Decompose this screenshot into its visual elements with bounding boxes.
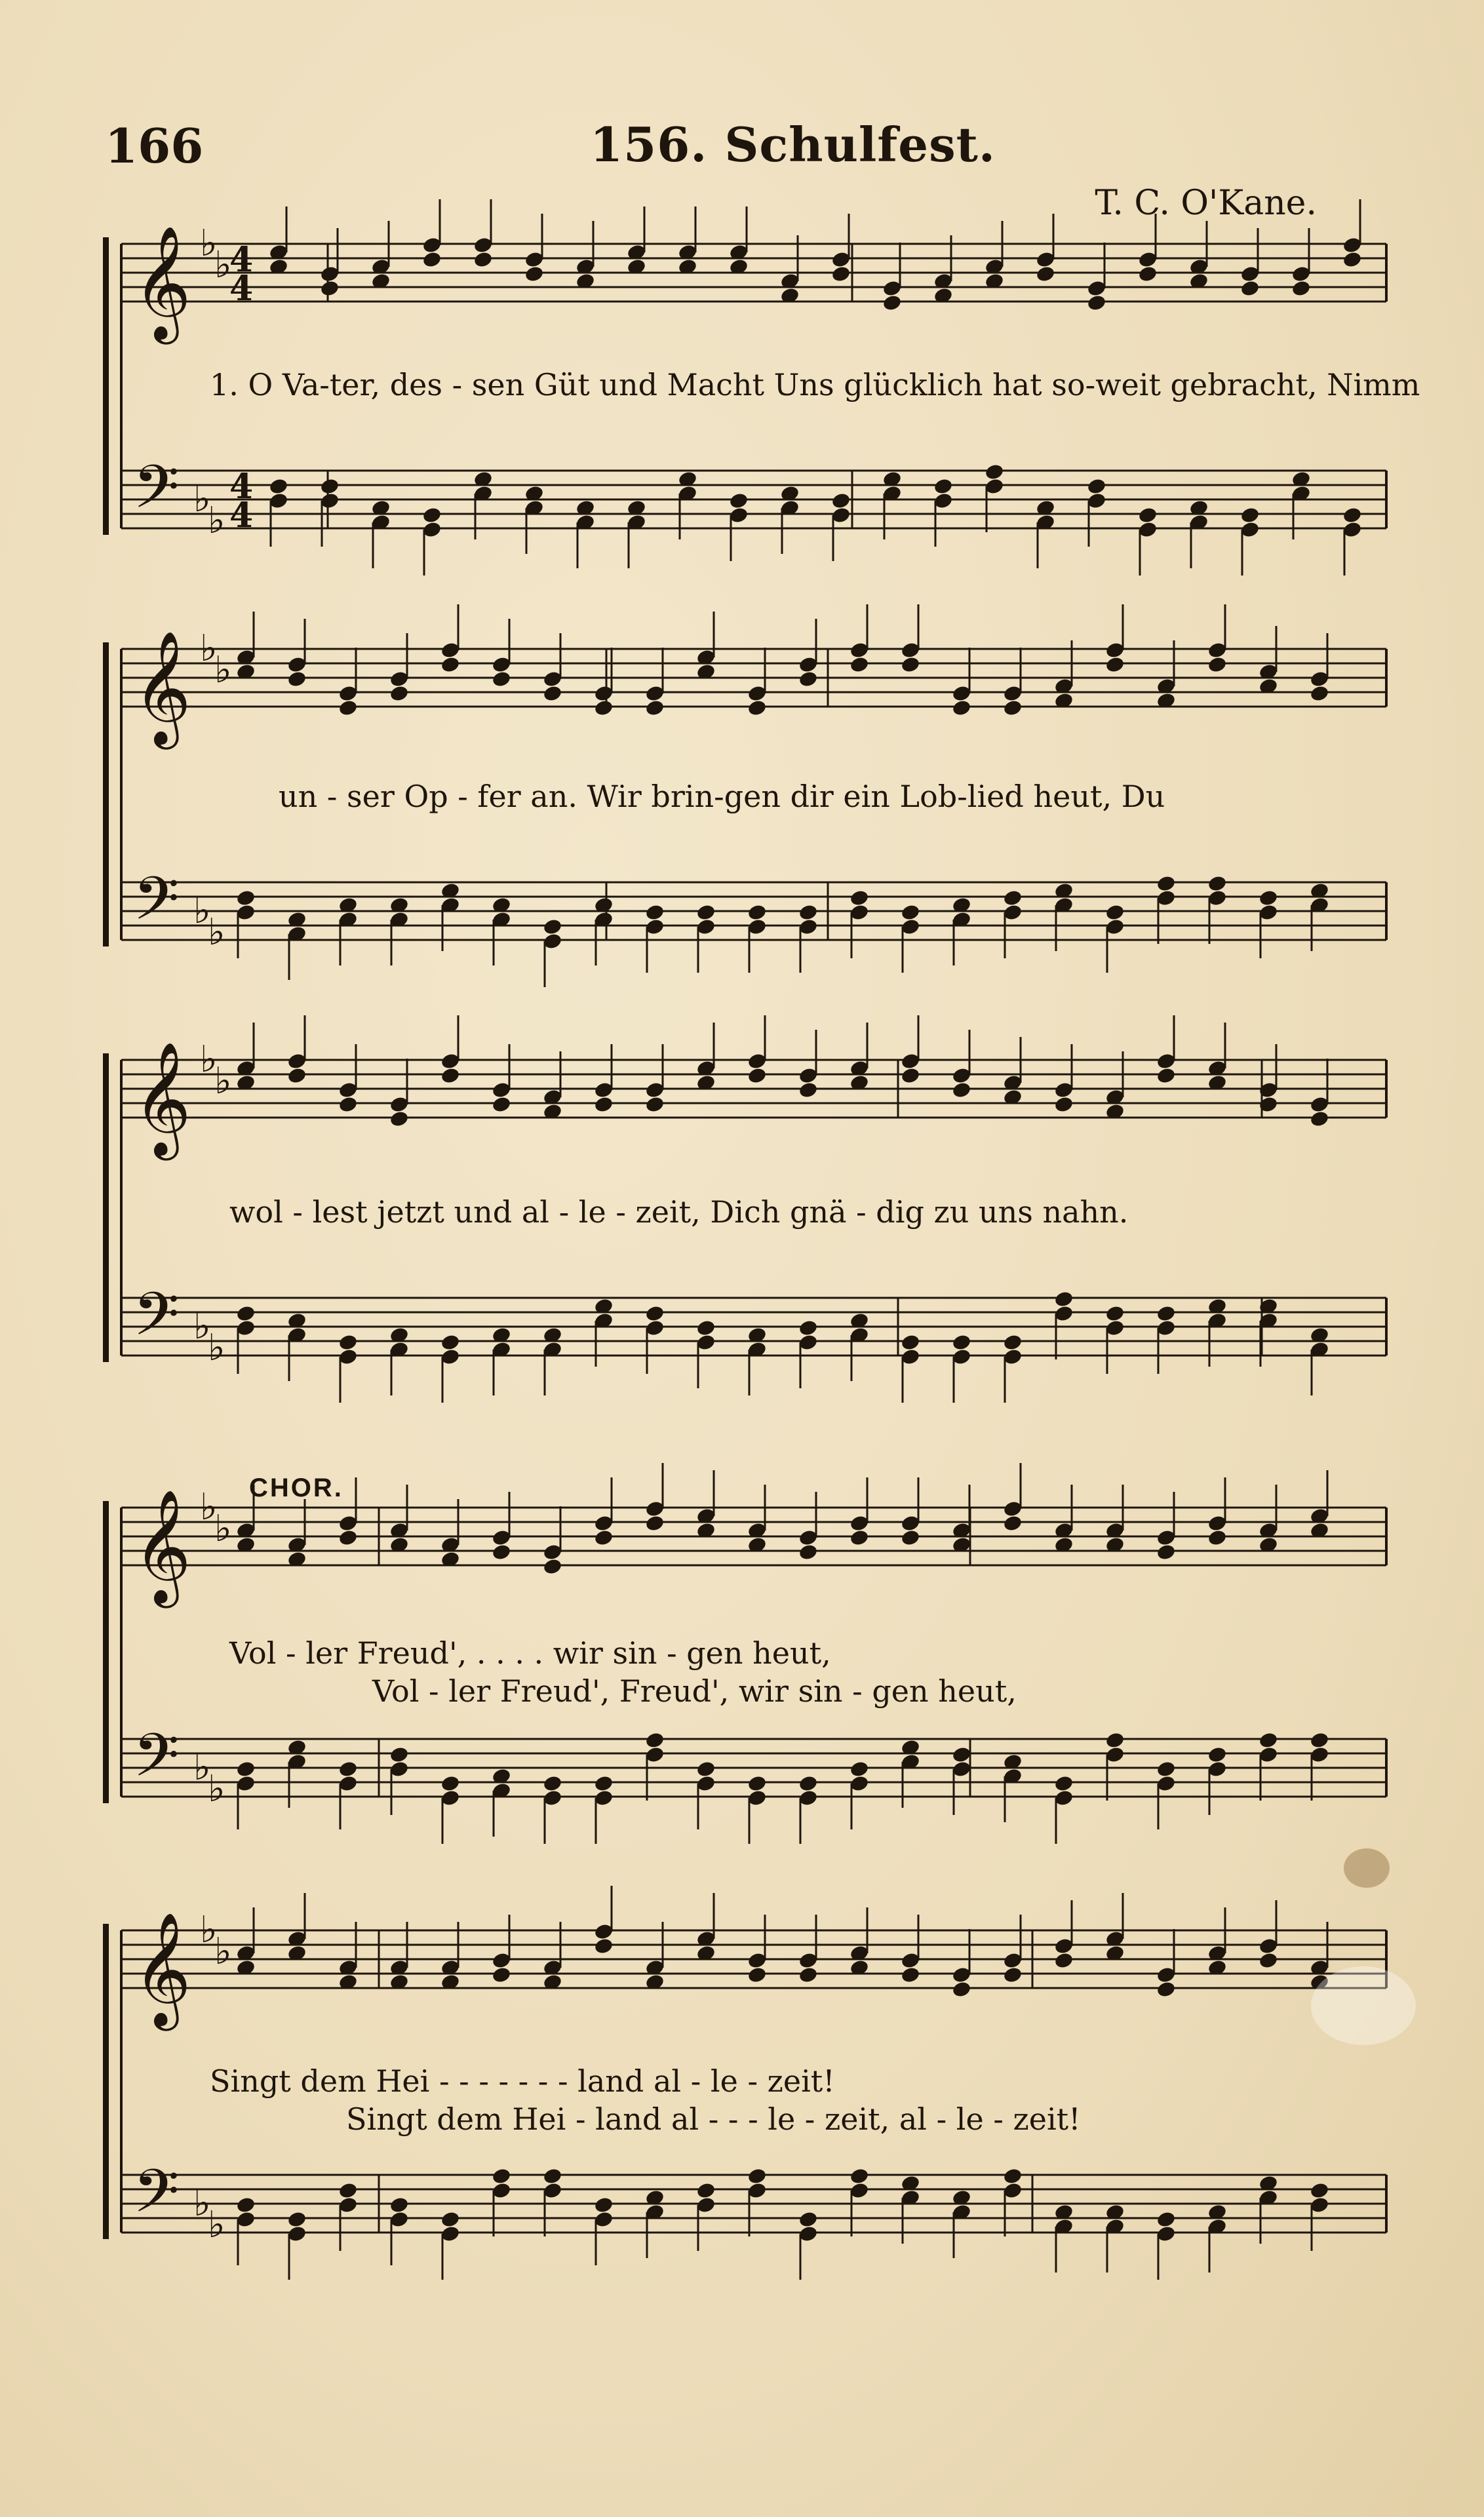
note-head (644, 903, 665, 922)
flat-sign: ♭ (200, 627, 218, 670)
note-head (440, 655, 460, 674)
note-head (1156, 1760, 1176, 1778)
note-head (338, 2181, 358, 2200)
note-head (389, 2196, 409, 2214)
note-head (542, 2167, 562, 2185)
note-head (542, 1774, 562, 1793)
note-head (1258, 1951, 1278, 1970)
note-head (951, 1746, 971, 1764)
note-head (338, 1095, 358, 1114)
bass-clef: 𝄢 (133, 864, 180, 948)
note-head (984, 463, 1004, 481)
note-head (338, 1333, 358, 1352)
note-head (1156, 2210, 1176, 2229)
note-head (491, 1543, 511, 1561)
note-head (1137, 506, 1158, 524)
note-head (1309, 684, 1329, 703)
note-head (1104, 655, 1125, 674)
note-head (286, 670, 307, 688)
note-head (882, 294, 902, 312)
time-signature-top: 4 (229, 467, 254, 507)
note-head (1258, 889, 1278, 907)
system-bracket (103, 642, 109, 946)
note-head (1035, 265, 1055, 283)
note-head (440, 2210, 460, 2229)
note-head (830, 492, 851, 510)
note-head (491, 670, 511, 688)
note-head (951, 1980, 971, 1999)
treble-clef: 𝄞 (133, 631, 191, 745)
note-head (849, 1760, 869, 1778)
note-head (747, 2167, 767, 2185)
time-signature-bottom: 4 (229, 496, 254, 536)
note-head (1053, 1290, 1074, 1308)
note-head (1207, 1529, 1227, 1547)
lyrics-line-3: wol - lest jetzt und al - le - zeit, Dich gnä - dig zu uns nahn. (229, 1194, 1129, 1230)
note-head (1258, 1731, 1278, 1749)
note-head (593, 1937, 614, 1955)
system-bracket (103, 1053, 109, 1362)
note-head (1104, 1731, 1125, 1749)
system-bracket (103, 1501, 109, 1803)
note-head (933, 477, 953, 496)
flat-sign: ♭ (208, 1768, 225, 1810)
time-signature-bottom: 4 (229, 269, 254, 309)
note-head (830, 265, 851, 283)
note-head (900, 655, 920, 674)
note-head (798, 1319, 818, 1337)
chorus-label: CHOR. (249, 1473, 343, 1502)
note-head (593, 699, 614, 717)
note-head (798, 670, 818, 688)
note-head (338, 699, 358, 717)
note-head (1207, 655, 1227, 674)
note-head (747, 1966, 767, 1984)
treble-clef: 𝄞 (133, 1912, 191, 2026)
note-head (593, 1774, 614, 1793)
note-head (268, 477, 288, 496)
note-head (900, 1333, 920, 1352)
bass-clef: 𝄢 (133, 452, 180, 536)
note-head (798, 1966, 818, 1984)
treble-clef: 𝄞 (133, 225, 191, 340)
note-head (695, 2181, 716, 2200)
note-head (728, 492, 749, 510)
note-head (338, 1529, 358, 1547)
flat-sign: ♭ (214, 1060, 232, 1102)
note-head (1240, 279, 1260, 298)
note-head (798, 1774, 818, 1793)
time-signature-top: 4 (229, 240, 254, 280)
lyrics-line-2: un - ser Op - fer an. Wir brin-gen dir ein Lob-lied heut, Du (279, 779, 1165, 814)
note-head (542, 684, 562, 703)
note-head (951, 1333, 971, 1352)
treble-clef: 𝄞 (133, 1489, 191, 1603)
note-head (900, 1966, 920, 1984)
hymn-title: 156. Schulfest. (590, 117, 996, 172)
note-head (542, 1557, 562, 1576)
chorus-lyrics-1-upper: Vol - ler Freud', . . . . wir sin - gen heut, (229, 1635, 831, 1671)
note-head (1156, 874, 1176, 893)
note-head (524, 265, 544, 283)
note-head (1002, 2167, 1023, 2185)
note-head (1342, 506, 1362, 524)
note-head (440, 1066, 460, 1085)
paper-stain (1311, 1966, 1416, 2045)
note-head (593, 1529, 614, 1547)
flat-sign: ♭ (193, 2182, 211, 2225)
flat-sign: ♭ (214, 1508, 232, 1550)
note-head (1053, 1774, 1074, 1793)
note-head (593, 2196, 614, 2214)
paper-stain (1344, 1848, 1390, 1888)
note-head (644, 1095, 665, 1114)
note-head (491, 1966, 511, 1984)
note-head (389, 684, 409, 703)
note-head (1156, 1980, 1176, 1999)
note-head (1104, 903, 1125, 922)
note-head (849, 655, 869, 674)
note-head (900, 903, 920, 922)
note-head (1002, 1514, 1023, 1532)
note-head (1156, 1543, 1176, 1561)
flat-sign: ♭ (200, 222, 218, 265)
note-head (235, 889, 256, 907)
flat-sign: ♭ (200, 1486, 218, 1529)
note-head (644, 1731, 665, 1749)
note-head (747, 1066, 767, 1085)
note-head (286, 1066, 307, 1085)
note-head (1309, 1731, 1329, 1749)
note-head (798, 1081, 818, 1099)
note-head (235, 1760, 256, 1778)
note-head (421, 250, 442, 269)
note-head (235, 2196, 256, 2214)
note-head (491, 1095, 511, 1114)
note-head (849, 1529, 869, 1547)
note-head (951, 1081, 971, 1099)
flat-sign: ♭ (200, 1038, 218, 1081)
flat-sign: ♭ (214, 244, 232, 286)
note-head (951, 699, 971, 717)
note-head (1309, 1110, 1329, 1128)
chorus-lyrics-2-lower: Singt dem Hei - land al - - - le - zeit, al - le - zeit! (346, 2101, 1081, 2137)
note-head (1207, 874, 1227, 893)
note-head (1002, 1966, 1023, 1984)
note-head (1002, 889, 1023, 907)
note-head (286, 2210, 307, 2229)
note-head (1086, 294, 1106, 312)
composer-credit: T. C. O'Kane. (1095, 184, 1317, 223)
note-head (747, 1774, 767, 1793)
note-head (491, 2167, 511, 2185)
note-head (235, 1304, 256, 1323)
note-head (695, 1319, 716, 1337)
chorus-lyrics-2-upper: Singt dem Hei - - - - - - - land al - le - zeit! (210, 2063, 835, 2099)
flat-sign: ♭ (208, 911, 225, 954)
note-head (1053, 1095, 1074, 1114)
flat-sign: ♭ (193, 478, 211, 520)
note-head (798, 1543, 818, 1561)
note-head (747, 903, 767, 922)
flat-sign: ♭ (214, 649, 232, 692)
note-head (1137, 265, 1158, 283)
note-head (695, 1760, 716, 1778)
note-head (1053, 1951, 1074, 1970)
note-head (644, 699, 665, 717)
note-head (747, 699, 767, 717)
note-head (1002, 699, 1023, 717)
note-head (1156, 1066, 1176, 1085)
system-bracket (103, 1924, 109, 2239)
page-number: 166 (105, 118, 204, 174)
note-head (440, 1333, 460, 1352)
note-head (695, 903, 716, 922)
flat-sign: ♭ (208, 2204, 225, 2246)
bass-clef: 𝄢 (133, 1279, 180, 1363)
flat-sign: ♭ (200, 1909, 218, 1951)
note-head (389, 1110, 409, 1128)
note-head (900, 1529, 920, 1547)
note-head (798, 903, 818, 922)
note-head (1342, 250, 1362, 269)
note-head (1291, 279, 1311, 298)
note-head (1309, 2181, 1329, 2200)
note-head (338, 1760, 358, 1778)
note-head (1156, 1304, 1176, 1323)
flat-sign: ♭ (193, 889, 211, 932)
note-head (1207, 1746, 1227, 1764)
note-head (542, 918, 562, 936)
note-head (900, 1066, 920, 1085)
flat-sign: ♭ (193, 1746, 211, 1789)
note-head (389, 1746, 409, 1764)
note-head (644, 1304, 665, 1323)
flat-sign: ♭ (208, 1327, 225, 1369)
flat-sign: ♭ (193, 1305, 211, 1348)
note-head (1086, 477, 1106, 496)
note-head (319, 279, 340, 298)
note-head (319, 477, 340, 496)
note-head (593, 1095, 614, 1114)
system-bracket (103, 237, 109, 535)
chorus-lyrics-1-lower: Vol - ler Freud', Freud', wir sin - gen heut, (372, 1673, 1017, 1709)
bass-clef: 𝄢 (133, 2156, 180, 2240)
note-head (849, 2167, 869, 2185)
note-head (849, 889, 869, 907)
note-head (473, 250, 493, 269)
treble-clef: 𝄞 (133, 1042, 191, 1156)
note-head (798, 2210, 818, 2229)
note-head (644, 1514, 665, 1532)
note-head (1104, 1304, 1125, 1323)
note-head (1002, 1333, 1023, 1352)
note-head (421, 506, 442, 524)
bass-clef: 𝄢 (133, 1721, 180, 1805)
flat-sign: ♭ (208, 499, 225, 542)
note-head (440, 1774, 460, 1793)
flat-sign: ♭ (214, 1930, 232, 1973)
note-head (1240, 506, 1260, 524)
lyrics-line-1: 1. O Va-ter, des - sen Güt und Macht Uns glücklich hat so-weit gebracht, Nimm (210, 367, 1420, 402)
